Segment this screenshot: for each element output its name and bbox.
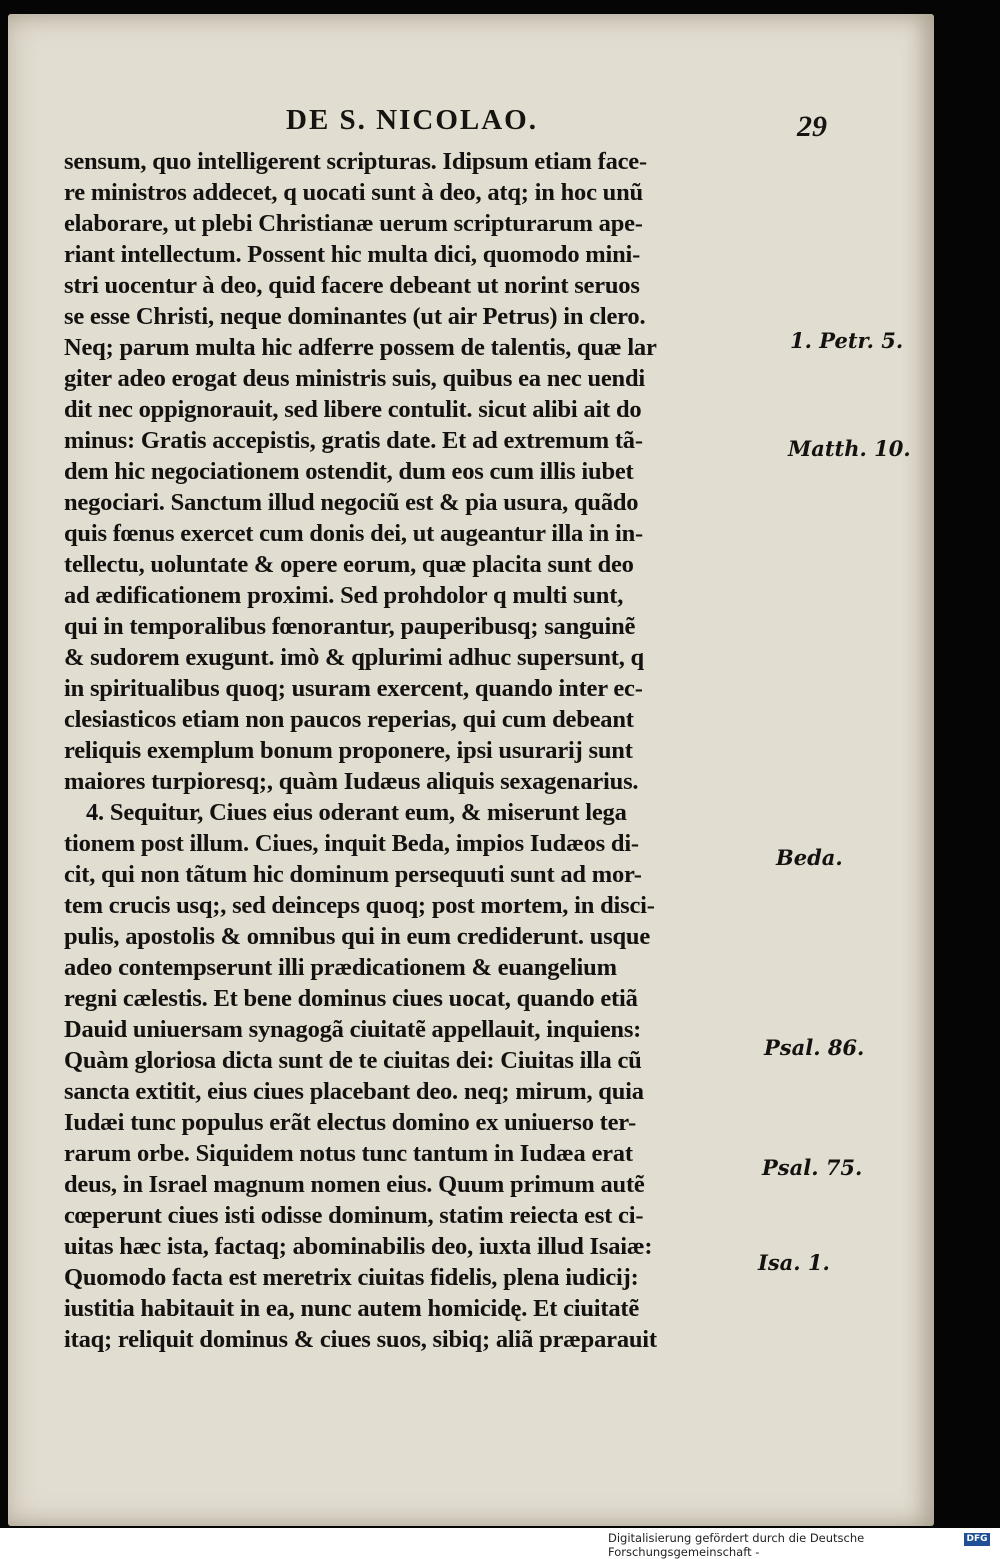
text-line: maiores turpioresq;, quàm Iudæus aliquis sexagenarius.	[64, 768, 639, 795]
text-line: uitas hæc ista, factaq; abominabilis deo, iuxta illud Isaiæ:	[64, 1233, 653, 1260]
text-line: se esse Christi, neque dominantes (ut air Petrus) in clero.	[64, 303, 646, 330]
text-line: tionem post illum. Ciues, inquit Beda, impios Iudæos di-	[64, 830, 639, 857]
margin-note: 1. Petr. 5.	[790, 328, 904, 353]
text-line: negociari. Sanctum illud negociũ est & pia usura, quãdo	[64, 489, 639, 516]
text-line: quis fœnus exercet cum donis dei, ut augeantur illa in in-	[64, 520, 643, 547]
text-line: re ministros addecet, q uocati sunt à deo, atq; in hoc unũ	[64, 179, 643, 206]
text-line: riant intellectum. Possent hic multa dici, quomodo mini-	[64, 241, 641, 268]
text-line: giter adeo erogat deus ministris suis, quibus ea nec uendi	[64, 365, 646, 392]
text-line: deus, in Israel magnum nomen eius. Quum primum autẽ	[64, 1171, 645, 1198]
text-line: & sudorem exugunt. imò & qplurimi adhuc supersunt, q	[64, 644, 644, 671]
text-line: regni cælestis. Et bene dominus ciues uocat, quando etiã	[64, 985, 638, 1012]
running-head: DE S. NICOLAO.	[286, 104, 538, 136]
digitization-credit: Digitalisierung gefördert durch die Deutsche Forschungsgemeinschaft -	[608, 1531, 865, 1559]
text-line: in spiritualibus quoq; usuram exercent, quando inter ec-	[64, 675, 643, 702]
text-line: adeo contempserunt illi prædicationem & euangelium	[64, 954, 617, 981]
text-line: tellectu, uoluntate & opere eorum, quæ placita sunt deo	[64, 551, 634, 578]
dfg-logo: DFG	[964, 1533, 990, 1546]
text-line: sancta extitit, eius ciues placebant deo. neq; mirum, quia	[64, 1078, 644, 1105]
text-line: stri uocentur à deo, quid facere debeant ut norint seruos	[64, 272, 640, 299]
text-line: itaq; reliquit dominus & ciues suos, sibiq; aliã præparauit	[64, 1326, 657, 1353]
margin-note: Matth. 10.	[788, 436, 911, 461]
text-line: sensum, quo intelligerent scripturas. Idipsum etiam face-	[64, 148, 647, 175]
text-line: Dauid uniuersam synagogã ciuitatẽ appellauit, inquiens:	[64, 1016, 642, 1043]
text-line: dem hic negociationem ostendit, dum eos cum illis iubet	[64, 458, 634, 485]
text-line: iustitia habitauit in ea, nunc autem homicidę. Et ciuitatẽ	[64, 1295, 640, 1322]
text-line: reliquis exemplum bonum proponere, ipsi usurarij sunt	[64, 737, 633, 764]
margin-note: Psal. 86.	[764, 1035, 865, 1060]
text-line: Quomodo facta est meretrix ciuitas fidelis, plena iudicij:	[64, 1264, 639, 1291]
text-line: cit, qui non tãtum hic dominum persequuti sunt ad mor-	[64, 861, 642, 888]
text-line: rarum orbe. Siquidem notus tunc tantum in Iudæa erat	[64, 1140, 633, 1167]
margin-note: Psal. 75.	[762, 1155, 863, 1180]
text-line: qui in temporalibus fœnorantur, pauperibusq; sanguinẽ	[64, 613, 636, 640]
footer-bar	[0, 1528, 1000, 1559]
text-line: pulis, apostolis & omnibus qui in eum crediderunt. usque	[64, 923, 651, 950]
text-line: elaborare, ut plebi Christianæ uerum scripturarum ape-	[64, 210, 643, 237]
text-line: cœperunt ciues isti odisse dominum, statim reiecta est ci-	[64, 1202, 644, 1229]
text-line: ad ædificationem proximi. Sed prohdolor q multi sunt,	[64, 582, 624, 609]
text-line: clesiasticos etiam non paucos reperias, qui cum debeant	[64, 706, 634, 733]
folio-number: 29	[797, 110, 827, 143]
text-line: Quàm gloriosa dicta sunt de te ciuitas dei: Ciuitas illa cũ	[64, 1047, 642, 1074]
text-line: Iudæi tunc populus erãt electus domino ex uniuerso ter-	[64, 1109, 637, 1136]
text-line: tem crucis usq;, sed deinceps quoq; post mortem, in disci-	[64, 892, 655, 919]
text-line: Neq; parum multa hic adferre possem de talentis, quæ lar	[64, 334, 657, 361]
margin-note: Beda.	[776, 845, 843, 870]
text-line: dit nec oppignorauit, sed libere contulit. sicut alibi ait do	[64, 396, 642, 423]
text-line: minus: Gratis accepistis, gratis date. Et ad extremum tã-	[64, 427, 643, 454]
text-line: 4. Sequitur, Ciues eius oderant eum, & miserunt lega	[86, 799, 627, 826]
page-header	[0, 104, 1000, 144]
margin-note: Isa. 1.	[758, 1250, 830, 1275]
